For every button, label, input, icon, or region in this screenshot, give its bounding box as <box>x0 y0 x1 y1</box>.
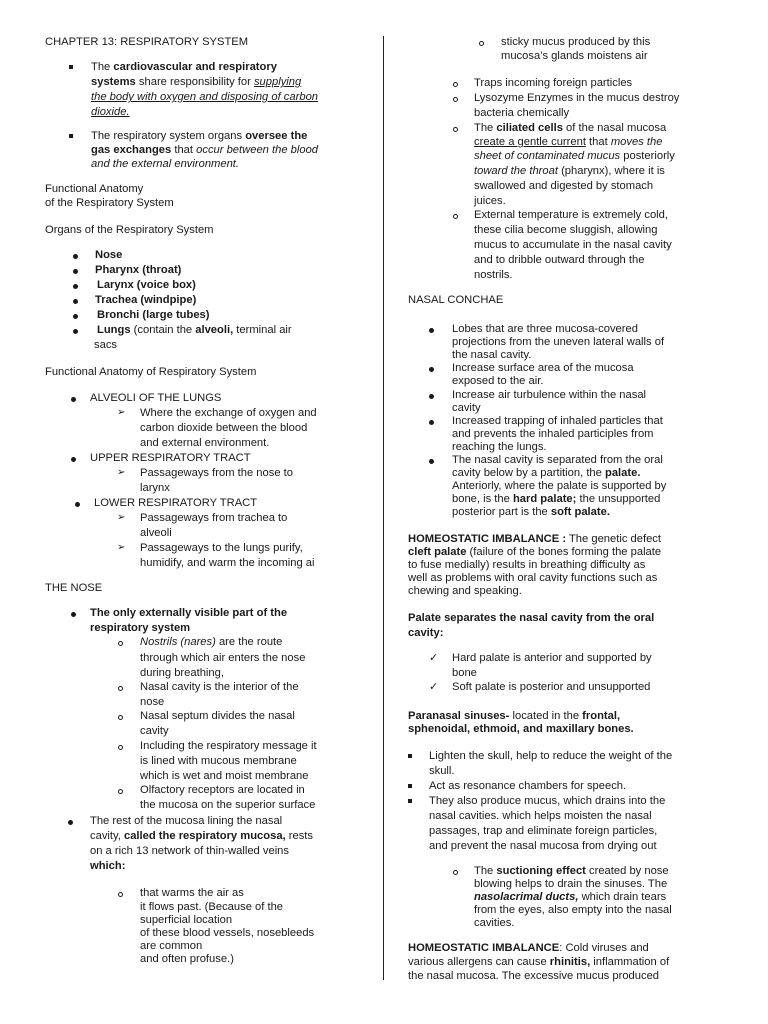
text-line: nasolacrimal ducts, which drain tears <box>474 891 667 903</box>
text-line: The ciliated cells of the nasal mucosa <box>474 122 667 134</box>
text-line: the mucosa on the superior surface <box>140 799 316 811</box>
text-line: through which air enters the nose <box>140 652 306 664</box>
text-line: create a gentle current that moves the <box>474 136 663 148</box>
text-line: mucus to accumulate in the nasal cavity <box>474 239 672 251</box>
bullet-dot-icon <box>429 420 434 425</box>
text-line: reaching the lungs. <box>452 441 547 453</box>
square-bullet-icon <box>69 134 73 138</box>
text-line: dioxide. <box>91 106 130 118</box>
text-line: Anteriorly, where the palate is supported by <box>452 480 667 492</box>
text-line: systems share responsibility for supplying <box>91 76 302 88</box>
text-line: and to dribble outward through the <box>474 254 645 266</box>
text-line: cleft palate (failure of the bones forming the palate <box>408 546 662 558</box>
bullet-dot-icon <box>73 299 78 304</box>
text-line: Hard palate is anterior and supported by <box>452 652 652 664</box>
text-line: which is wet and moist membrane <box>140 770 309 782</box>
circle-bullet-icon <box>453 82 458 87</box>
text-line: alveoli <box>140 527 172 539</box>
bullet-dot-icon <box>68 820 73 825</box>
bullet-dot-icon <box>73 269 78 274</box>
text-line: The respiratory system organs oversee the <box>91 130 308 142</box>
text-line: larynx <box>140 482 170 494</box>
text-line: cavity, called the respiratory mucosa, rests <box>90 830 314 842</box>
text-line: the nasal mucosa. The excessive mucus produced <box>408 970 660 982</box>
column-divider <box>383 36 384 980</box>
text-line: Nasal cavity is the interior of the <box>140 681 299 693</box>
text-line: bacteria chemically <box>474 107 570 119</box>
list-item: Bronchi (large tubes) <box>97 309 210 321</box>
text-line: from the eyes, also empty into the nasal <box>474 904 672 916</box>
text-line: which: <box>90 860 126 872</box>
text-line: The suctioning effect created by nose <box>474 865 669 877</box>
text-line: gas exchanges that occur between the blood <box>91 144 319 156</box>
bullet-dot-icon <box>71 457 76 462</box>
text-line: blowing helps to drain the sinuses. The <box>474 878 668 890</box>
text-line: mucosa’s glands moistens air <box>501 50 648 62</box>
circle-bullet-icon <box>479 41 484 46</box>
text-line: is lined with mucous membrane <box>140 755 297 767</box>
text-line: Passageways from trachea to <box>140 512 288 524</box>
text-line: nostrils. <box>474 269 513 281</box>
text-line: Lobes that are three mucosa-covered <box>452 323 638 335</box>
circle-bullet-icon <box>118 686 123 691</box>
text-line: and the external environment. <box>91 158 240 170</box>
text-line: it flows past. (Because of the <box>140 901 284 913</box>
arrow-bullet-icon: ➢ <box>117 467 126 478</box>
section-heading: Palate separates the nasal cavity from the oral <box>408 612 655 624</box>
text-line: Increase air turbulence within the nasal <box>452 389 647 401</box>
arrow-bullet-icon: ➢ <box>117 542 126 553</box>
list-item: sacs <box>94 339 118 351</box>
chapter-title: CHAPTER 13: RESPIRATORY SYSTEM <box>45 36 249 48</box>
text-line: sticky mucus produced by this <box>501 36 651 48</box>
text-line: swallowed and digested by stomach <box>474 180 654 192</box>
circle-bullet-icon <box>118 745 123 750</box>
circle-bullet-icon <box>118 715 123 720</box>
text-line: Increase surface area of the mucosa <box>452 362 634 374</box>
text-line: sheet of contaminated mucus posteriorly <box>474 150 675 162</box>
text-line: Olfactory receptors are located in <box>140 784 305 796</box>
text-line: to fuse medially) results in breathing difficulty as <box>408 559 646 571</box>
bullet-dot-icon <box>429 328 434 333</box>
list-item: Larynx (voice box) <box>97 279 196 291</box>
text-line: on a rich 13 network of thin-walled veins <box>90 845 289 857</box>
section-heading: Functional Anatomy <box>45 183 144 195</box>
text-line: Increased trapping of inhaled particles that <box>452 415 663 427</box>
section-heading: Functional Anatomy of Respiratory System <box>45 366 257 378</box>
text-line: Passageways from the nose to <box>140 467 293 479</box>
circle-bullet-icon <box>453 127 458 132</box>
list-item: Pharynx (throat) <box>95 264 182 276</box>
text-line: Nostrils (nares) are the route <box>140 636 283 648</box>
section-heading: THE NOSE <box>45 582 103 594</box>
section-heading: of the Respiratory System <box>45 197 174 209</box>
text-line: projections from the uneven lateral walls of <box>452 336 665 348</box>
section-heading: Organs of the Respiratory System <box>45 224 214 236</box>
square-bullet-icon <box>408 754 412 758</box>
text-line: HOMEOSTATIC IMBALANCE: Cold viruses and <box>408 942 649 954</box>
text-line: the body with oxygen and disposing of carbon <box>91 91 319 103</box>
text-line: The only externally visible part of the <box>90 607 288 619</box>
list-item: Lungs (contain the alveoli, terminal air <box>97 324 292 336</box>
text-line: Act as resonance chambers for speech. <box>429 780 627 792</box>
square-bullet-icon <box>408 784 412 788</box>
bullet-dot-icon <box>73 284 78 289</box>
list-item: UPPER RESPIRATORY TRACT <box>90 452 251 464</box>
check-bullet-icon: ✓ <box>429 680 439 693</box>
circle-bullet-icon <box>453 97 458 102</box>
text-line: exposed to the air. <box>452 375 544 387</box>
arrow-bullet-icon: ➢ <box>117 407 126 418</box>
text-line: well as problems with oral cavity functions such as <box>408 572 658 584</box>
text-line: sphenoidal, ethmoid, and maxillary bones. <box>408 723 634 735</box>
bullet-dot-icon <box>429 459 434 464</box>
bullet-dot-icon <box>71 397 76 402</box>
check-bullet-icon: ✓ <box>429 651 439 664</box>
square-bullet-icon <box>69 65 73 69</box>
text-line: that warms the air as <box>140 887 244 899</box>
circle-bullet-icon <box>453 214 458 219</box>
text-line: They also produce mucus, which drains into the <box>429 795 666 807</box>
arrow-bullet-icon: ➢ <box>117 512 126 523</box>
text-line: chewing and speaking. <box>408 585 522 597</box>
text-line: HOMEOSTATIC IMBALANCE : The genetic defect <box>408 533 662 545</box>
text-line: superficial location <box>140 914 233 926</box>
text-line: Nasal septum divides the nasal <box>140 710 295 722</box>
circle-bullet-icon <box>118 789 123 794</box>
text-line: The rest of the mucosa lining the nasal <box>90 815 283 827</box>
text-line: and prevents the inhaled participles from <box>452 428 654 440</box>
text-line: Passageways to the lungs purify, <box>140 542 303 554</box>
text-line: humidify, and warm the incoming ai <box>140 557 315 569</box>
text-line: The nasal cavity is separated from the oral <box>452 454 663 466</box>
text-line: Soft palate is posterior and unsupported <box>452 681 651 693</box>
text-line: Including the respiratory message it <box>140 740 317 752</box>
text-line: Traps incoming foreign particles <box>474 77 633 89</box>
list-item: Trachea (windpipe) <box>95 294 197 306</box>
text-line: nose <box>140 696 165 708</box>
text-line: Lysozyme Enzymes in the mucus destroy <box>474 92 680 104</box>
bullet-dot-icon <box>429 367 434 372</box>
list-item: Nose <box>95 249 123 261</box>
text-line: Paranasal sinuses- located in the frontal, <box>408 710 621 722</box>
text-line: External temperature is extremely cold, <box>474 209 668 221</box>
text-line: are common <box>140 940 203 952</box>
text-line: and prevent the nasal mucosa from drying out <box>429 840 657 852</box>
bullet-dot-icon <box>73 314 78 319</box>
text-line: bone, is the hard palate; the unsupported <box>452 493 661 505</box>
square-bullet-icon <box>408 799 412 803</box>
text-line: bone <box>452 667 477 679</box>
bullet-dot-icon <box>75 502 80 507</box>
section-heading: NASAL CONCHAE <box>408 294 504 306</box>
circle-bullet-icon <box>118 641 123 646</box>
text-line: nasal cavities. which helps moisten the nasal <box>429 810 652 822</box>
bullet-dot-icon <box>429 394 434 399</box>
text-line: carbon dioxide between the blood <box>140 422 308 434</box>
text-line: various allergens can cause rhinitis, inflammation of <box>408 956 670 968</box>
text-line: juices. <box>474 195 506 207</box>
list-item: ALVEOLI OF THE LUNGS <box>90 392 222 404</box>
text-line: cavity <box>140 725 169 737</box>
circle-bullet-icon <box>118 892 123 897</box>
text-line: these cilia become sluggish, allowing <box>474 224 658 236</box>
text-line: of these blood vessels, nosebleeds <box>140 927 315 939</box>
section-heading: cavity: <box>408 627 444 639</box>
text-line: posterior part is the soft palate. <box>452 506 610 518</box>
text-line: Lighten the skull, help to reduce the weight of the <box>429 750 673 762</box>
bullet-dot-icon <box>71 612 76 617</box>
circle-bullet-icon <box>453 870 458 875</box>
text-line: and often profuse.) <box>140 953 234 965</box>
text-line: passages, trap and eliminate foreign particles, <box>429 825 658 837</box>
text-line: and external environment. <box>140 437 270 449</box>
text-line: cavity <box>452 402 481 414</box>
bullet-dot-icon <box>73 329 78 334</box>
text-line: Where the exchange of oxygen and <box>140 407 317 419</box>
text-line: toward the throat (pharynx), where it is <box>474 165 665 177</box>
bullet-dot-icon <box>73 254 78 259</box>
text-line: the nasal cavity. <box>452 349 532 361</box>
text-line: cavity below by a partition, the palate. <box>452 467 641 479</box>
text-line: during breathing, <box>140 667 224 679</box>
list-item: LOWER RESPIRATORY TRACT <box>94 497 258 509</box>
text-line: The cardiovascular and respiratory <box>91 61 277 73</box>
text-line: cavities. <box>474 917 515 929</box>
text-line: skull. <box>429 765 455 777</box>
text-line: respiratory system <box>90 622 191 634</box>
